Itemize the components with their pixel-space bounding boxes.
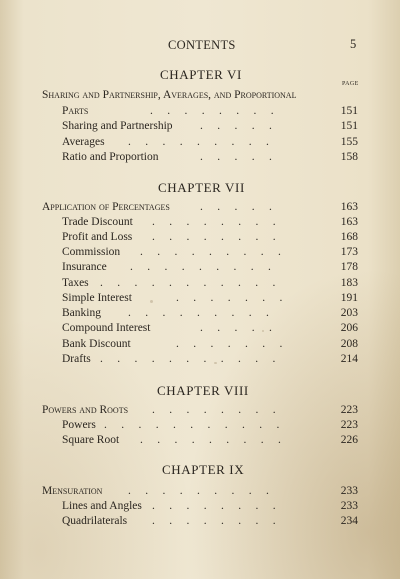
toc-page-number: 191 (340, 292, 358, 304)
toc-page-number: 226 (340, 434, 358, 446)
chapter-heading: CHAPTER VI (160, 67, 242, 82)
dot-leader: . . . . . . . . (150, 105, 274, 117)
dot-leader: . . . . . (200, 151, 272, 163)
toc-page-number: 206 (340, 322, 358, 334)
toc-entry: Compound Interest (62, 322, 151, 334)
toc-page-number: 173 (340, 246, 358, 258)
toc-entry: Ratio and Proportion (62, 151, 159, 163)
toc-page-number: 234 (340, 515, 358, 527)
chapter-heading: CHAPTER IX (162, 462, 245, 477)
dot-leader: . . . . . . . . . (128, 136, 269, 148)
dot-leader: . . . . . (200, 120, 272, 132)
dot-leader: . . . . . . . (176, 338, 283, 350)
page-title: CONTENTS (168, 38, 236, 52)
toc-entry: Insurance (62, 261, 107, 273)
toc-entry: Banking (62, 307, 101, 319)
dot-leader: . . . . . . . . . . . (104, 419, 280, 431)
topic-page-number: 163 (340, 201, 358, 213)
toc-entry: Profit and Loss (62, 231, 133, 243)
dot-leader: . . . . . . . . . . . (100, 277, 276, 289)
toc-entry: Quadrilaterals (62, 515, 128, 527)
dot-leader: . . . . . . . . . (140, 246, 281, 258)
toc-entry: Averages (62, 136, 105, 148)
dot-leader: . . . . . . . . (152, 231, 276, 243)
dot-leader: . . . . . . . . (152, 216, 276, 228)
dot-leader: . . . . . . . . . (140, 434, 281, 446)
dot-leader: . . . . . (200, 201, 272, 213)
toc-page-number: 203 (340, 307, 358, 319)
toc-page-number: 214 (340, 353, 358, 365)
toc-entry: Simple Interest (62, 292, 132, 304)
chapter-topic: Sharing and Partnership, Averages, and Proportional (42, 89, 297, 101)
foxing-spot (150, 300, 153, 303)
toc-page-number: 223 (340, 419, 358, 431)
chapter-topic-continued: Parts (62, 105, 89, 117)
toc-entry: Bank Discount (62, 338, 131, 350)
page-column-label: PAGE (342, 81, 359, 87)
topic-page-number: 151 (340, 105, 358, 117)
dot-leader: . . . . . . . (176, 292, 283, 304)
toc-page-number: 163 (340, 216, 358, 228)
dot-leader: . . . . . . . . . (128, 307, 269, 319)
dot-leader: . . . . . . . . (152, 515, 276, 527)
toc-entry: Commission (62, 246, 121, 258)
toc-page-number: 183 (340, 277, 358, 289)
toc-page-number: 158 (340, 151, 358, 163)
dot-leader: . . . . . . . . (152, 404, 276, 416)
toc-page-number: 208 (340, 338, 358, 350)
dot-leader: . . . . . . . . . . . (100, 353, 276, 365)
toc-page-number: 151 (340, 120, 358, 132)
toc-entry: Square Root (62, 434, 120, 446)
toc-entry: Trade Discount (62, 216, 133, 228)
toc-entry: Sharing and Partnership (62, 120, 173, 132)
chapter-heading: CHAPTER VII (158, 180, 245, 195)
chapter-topic: Mensuration (42, 485, 103, 497)
toc-entry: Drafts (62, 353, 91, 365)
dot-leader: . . . . . . . . . (130, 261, 271, 273)
page-number: 5 (350, 37, 357, 51)
chapter-topic: Powers and Roots (42, 404, 129, 416)
dot-leader: . . . . . (200, 322, 272, 334)
toc-page-number: 233 (340, 500, 358, 512)
toc-page-number: 155 (340, 136, 358, 148)
toc-entry: Powers (62, 419, 96, 431)
dot-leader: . . . . . . . . (152, 500, 276, 512)
topic-page-number: 223 (340, 404, 358, 416)
toc-entry: Lines and Angles (62, 500, 142, 512)
toc-page-number: 168 (340, 231, 358, 243)
dot-leader: . . . . . . . . . (128, 485, 269, 497)
topic-page-number: 233 (340, 485, 358, 497)
toc-entry: Taxes (62, 277, 89, 289)
chapter-topic: Application of Percentages (42, 201, 170, 213)
chapter-heading: CHAPTER VIII (157, 383, 249, 398)
toc-page-number: 178 (340, 261, 358, 273)
